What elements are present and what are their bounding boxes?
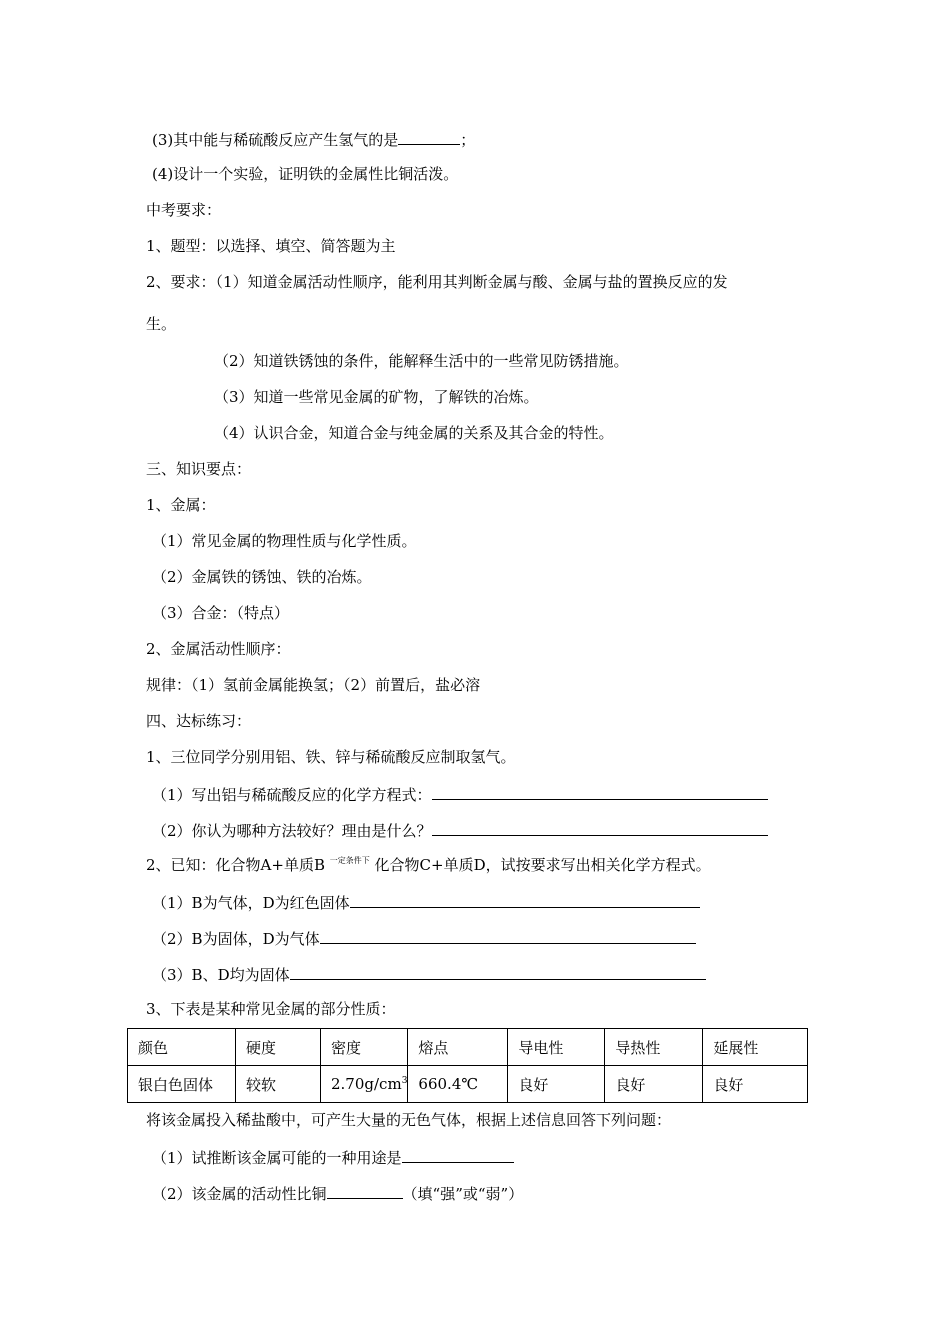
table-header-row: [128, 1029, 808, 1066]
answer-blank[interactable]: [402, 1146, 514, 1163]
question-3-text: (3)其中能与稀硫酸反应产生氢气的是: [152, 131, 399, 149]
practice-3-2-text: （2）该金属的活动性比铜: [152, 1185, 327, 1203]
exam-requirements-title: 中考要求：: [146, 201, 222, 219]
table-header-cell: 熔点: [408, 1029, 508, 1066]
exam-requirement-2-cont: 生。: [146, 315, 177, 333]
exam-requirement-2: 2、要求：（1）知道金属活动性顺序，能利用其判断金属与酸、金属与盐的置换反应的发: [146, 273, 728, 291]
table-header-cell: 导热性: [605, 1029, 703, 1066]
table-cell-thermal: 良好: [605, 1066, 703, 1103]
practice-2-2-text: （2）B为固体，D为气体: [152, 930, 320, 948]
question-3: [152, 128, 475, 150]
practice-1-2-text: （2）你认为哪种方法较好？理由是什么？: [152, 822, 432, 840]
reaction-condition: 一定条件下: [329, 856, 370, 865]
knowledge-2-rule: 规律：（1）氢前金属能换氢；（2）前置后，盐必溶: [146, 676, 481, 694]
knowledge-1: 1、金属：: [146, 496, 216, 514]
knowledge-1-2: （2）金属铁的锈蚀、铁的冶炼。: [152, 568, 372, 586]
answer-blank[interactable]: [327, 1182, 403, 1199]
practice-2-reactants: 2、已知：化合物A+单质B: [146, 856, 325, 874]
question-3-end: ；: [460, 131, 476, 149]
practice-2-1-text: （1）B为气体，D为红色固体: [152, 894, 350, 912]
table-header-cell: 延展性: [703, 1029, 808, 1066]
exam-requirement-r4: （4）认识合金，知道合金与纯金属的关系及其合金的特性。: [214, 424, 614, 442]
practice-3-1-text: （1）试推断该金属可能的一种用途是: [152, 1149, 402, 1167]
practice-2-2: [152, 927, 696, 949]
practice-2: [146, 855, 711, 878]
answer-blank[interactable]: [320, 927, 696, 944]
table-cell-conductivity: 良好: [508, 1066, 605, 1103]
practice-1: 1、三位同学分别用铝、铁、锌与稀硫酸反应制取氢气。: [146, 748, 516, 766]
density-value: 2.70g/cm: [331, 1075, 402, 1093]
answer-blank[interactable]: [290, 963, 706, 980]
metal-properties-table: [127, 1028, 808, 1103]
table-row: [128, 1066, 808, 1103]
practice-2-3: [152, 963, 706, 985]
practice-3: 3、下表是某种常见金属的部分性质：: [146, 1000, 396, 1018]
question-4: (4)设计一个实验，证明铁的金属性比铜活泼。: [152, 165, 459, 183]
practice-1-1-text: （1）写出铝与稀硫酸反应的化学方程式：: [152, 786, 432, 804]
practice-3-2-hint: （填“强”或“弱”）: [402, 1185, 524, 1203]
practice-2-1: [152, 891, 700, 913]
answer-blank[interactable]: [432, 819, 768, 836]
table-cell-density: [321, 1066, 408, 1103]
practice-3-1: [152, 1146, 514, 1168]
practice-3-context: 将该金属投入稀盐酸中，可产生大量的无色气体，根据上述信息回答下列问题：: [146, 1111, 672, 1129]
knowledge-2: 2、金属活动性顺序：: [146, 640, 291, 658]
practice-3-2: [152, 1182, 523, 1204]
exam-requirement-r3: （3）知道一些常见金属的矿物，了解铁的冶炼。: [214, 388, 539, 406]
knowledge-1-1: （1）常见金属的物理性质与化学性质。: [152, 532, 417, 550]
practice-2-products: 化合物C+单质D，试按要求写出相关化学方程式。: [374, 856, 711, 874]
table-header-cell: 密度: [321, 1029, 408, 1066]
answer-blank[interactable]: [398, 128, 460, 145]
table-cell-melting: 660.4℃: [408, 1066, 508, 1103]
exam-requirement-r2: （2）知道铁锈蚀的条件，能解释生活中的一些常见防锈措施。: [214, 352, 629, 370]
table-cell-ductility: 良好: [703, 1066, 808, 1103]
table-header-cell: 导电性: [508, 1029, 605, 1066]
exam-requirement-1: 1、题型：以选择、填空、简答题为主: [146, 237, 396, 255]
table-header-cell: 颜色: [128, 1029, 236, 1066]
density-exponent: 3: [401, 1076, 408, 1086]
section-3-title: 三、知识要点：: [146, 460, 252, 478]
answer-blank[interactable]: [432, 783, 768, 800]
section-4-title: 四、达标练习：: [146, 712, 252, 730]
table-header-cell: 硬度: [236, 1029, 321, 1066]
answer-blank[interactable]: [350, 891, 700, 908]
practice-2-3-text: （3）B、D均为固体: [152, 966, 290, 984]
practice-1-2: [152, 819, 768, 841]
practice-1-1: [152, 783, 768, 805]
table-cell-color: 银白色固体: [128, 1066, 236, 1103]
knowledge-1-3: （3）合金：（特点）: [152, 604, 290, 622]
table-cell-hardness: 较软: [236, 1066, 321, 1103]
